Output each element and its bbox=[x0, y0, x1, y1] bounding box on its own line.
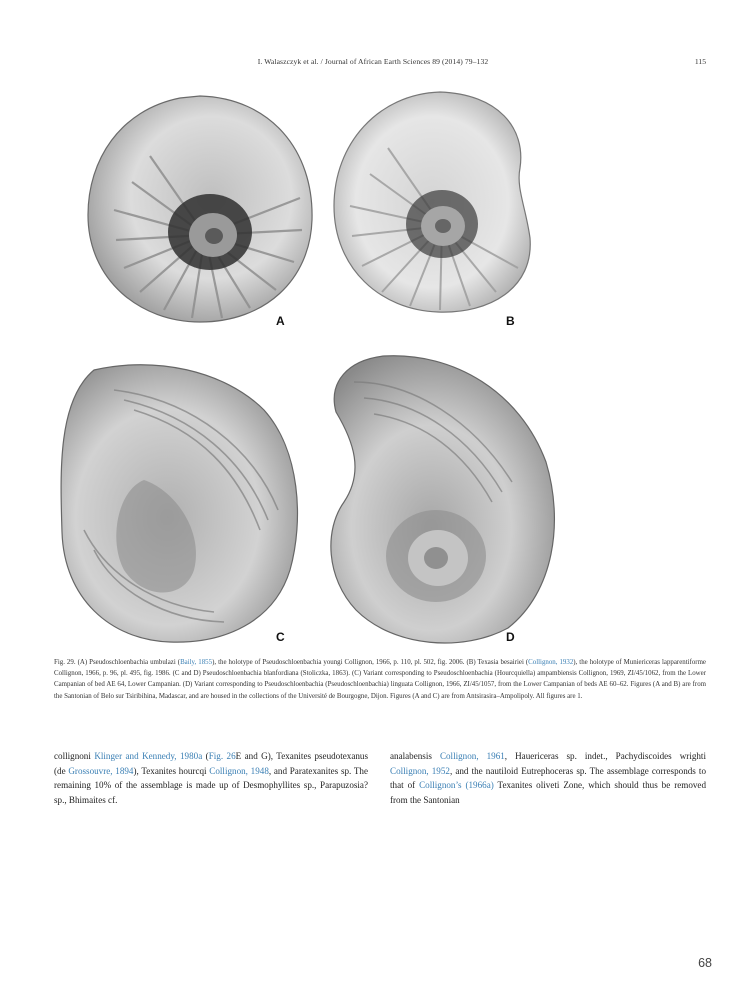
fossil-image-b bbox=[330, 88, 550, 316]
body-text: ), Texanites hourcqi bbox=[133, 765, 210, 776]
citation-link[interactable]: Klinger and Kennedy, 1980a bbox=[94, 751, 203, 761]
caption-text-2: ), the holotype of Pseudoschloenbachia youngi Collignon, 1966, p. 110, pl. 502, fig. 2006. (B) Texasia besairiei ( bbox=[212, 659, 529, 666]
body-column-right bbox=[390, 749, 706, 807]
body-column-left bbox=[54, 749, 368, 807]
body-text: , Hauericeras sp. indet., Pachydiscoides wrighti bbox=[504, 751, 706, 761]
figure-caption bbox=[54, 657, 706, 702]
sheet-page-number: 68 bbox=[698, 956, 712, 970]
caption-text-1: Fig. 29. (A) Pseudoschloenbachia umbulazi ( bbox=[54, 659, 181, 666]
panel-label-d: D bbox=[506, 630, 515, 644]
body-text: analabensis bbox=[390, 751, 440, 761]
panel-label-b: B bbox=[506, 314, 515, 328]
body-text: Texanites oliveti Zone, which should thus be removed from the Santonian bbox=[390, 780, 707, 805]
citation-link[interactable]: Grossouvre, 1894 bbox=[68, 765, 134, 776]
body-text: , and the nautiloid Eutrephoceras sp. The assemblage corresponds to that of bbox=[390, 765, 706, 791]
caption-citation-link[interactable]: Collignon, 1932 bbox=[528, 659, 574, 666]
caption-text-3: ), the holotype of Muniericeras lapparentiforme Collignon, 1966, p. 96, pl. 495, fig. 1986. (C and D) Pseudoschloenbachia blanfordiana (Stoliczka, 1863). (C) Variant corresponding to Pseudoschloenbachia (Hourcquiella) ampambiensis Collignon, 1969, ZI/45/1062, from the Lower Campanian of bed AE 64, Lower Campanian. (D) Variant corresponding to Pseudoschloenbachia (Pseudoschloenbachia) linguata Collignon, 1966, ZI/45/1057, from the Lower Campanian of beds AE 60–62. Figures (A and B) are from the Santonian of Belo sur Tsiribihina, Madascar, and are housed in the collections of the Université de Bourgogne, Dijon. Figures (A and C) are from Antsirasira–Ampolipoly. All figures are 1. bbox=[54, 659, 706, 700]
body-text: collignoni bbox=[54, 751, 95, 761]
figure-29 bbox=[54, 82, 694, 650]
body-text: E and G), Texanites pseudotexanus (de bbox=[54, 751, 368, 776]
citation-link[interactable]: Collignon, 1961 bbox=[439, 751, 505, 761]
citation-link[interactable]: Collignon, 1948 bbox=[209, 765, 269, 776]
citation-link[interactable]: Collignon, 1952 bbox=[390, 765, 450, 776]
fossil-image-c bbox=[54, 360, 306, 646]
fossil-image-d bbox=[324, 352, 560, 650]
running-head bbox=[0, 57, 746, 71]
panel-label-c: C bbox=[276, 630, 285, 644]
body-text: ( bbox=[202, 751, 209, 761]
body-text: , and Paratexanites sp. The remaining 10% of the assemblage is made up of Desmophyllites sp., Parapuzosia? sp., Bhimaites cf. bbox=[54, 765, 369, 805]
figure-link[interactable]: Fig. 26 bbox=[208, 751, 236, 761]
caption-citation-link[interactable]: Baily, 1855 bbox=[180, 659, 213, 666]
fossil-image-a bbox=[80, 90, 318, 328]
journal-page-number: 115 bbox=[694, 57, 706, 66]
panel-label-a: A bbox=[276, 314, 285, 328]
citation-link[interactable]: Collignon’s (1966a) bbox=[419, 780, 494, 791]
running-title: I. Walaszczyk et al. / Journal of African Earth Sciences 89 (2014) 79–132 bbox=[257, 57, 489, 66]
